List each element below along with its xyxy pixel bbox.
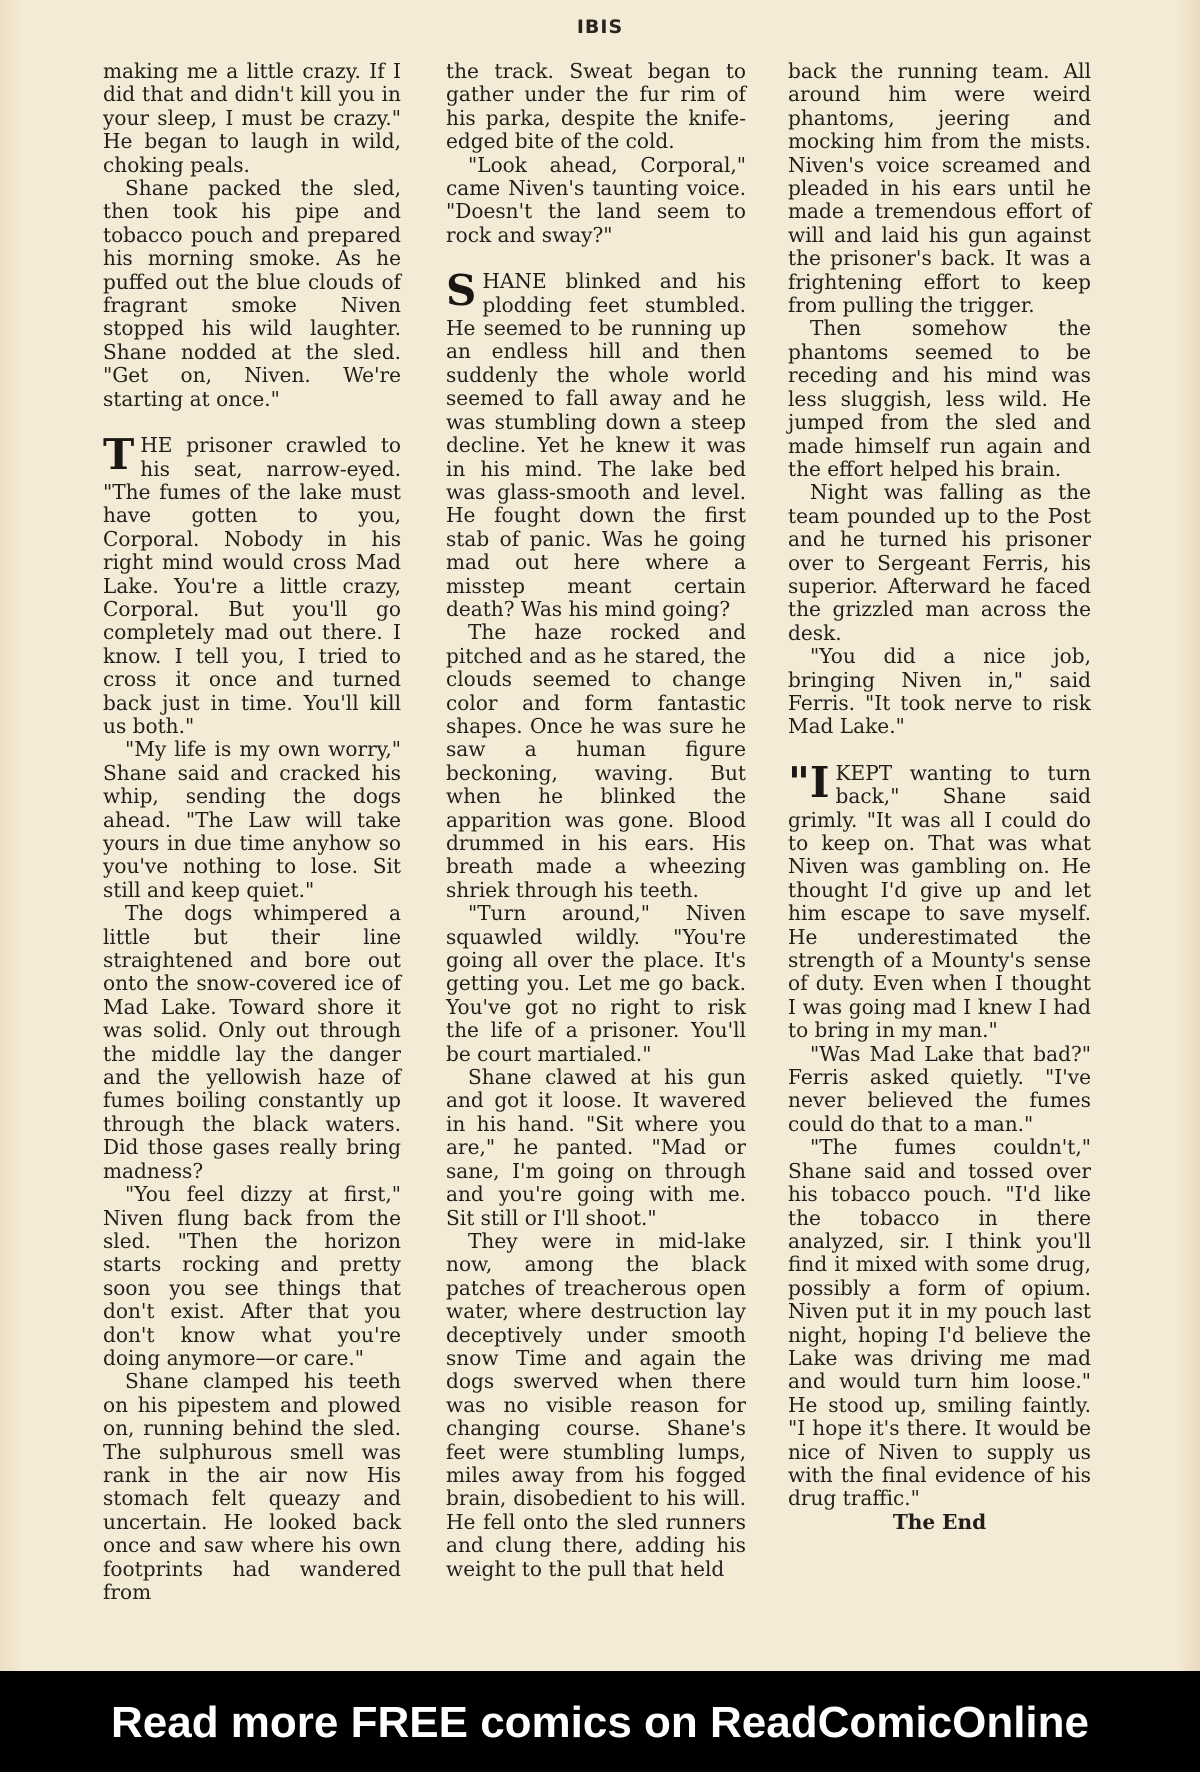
promo-banner xyxy=(0,1671,1200,1772)
paragraph: Shane clawed at his gun and got it loose. It wavered in his hand. "Sit where you are," he panted. "Mad or sane, I'm going on through and you're going with me. Sit still or I'll shoot." xyxy=(446,1065,746,1230)
page-header: IBIS xyxy=(576,16,624,38)
paragraph: Night was falling as the team pounded up to the Post and he turned his prisoner over to Sergeant Ferris, his superior. Afterward he faced the grizzled man across the desk. xyxy=(788,480,1091,645)
paragraph: "Was Mad Lake that bad?" Ferris asked quietly. "I've never believed the fumes could do that to a man." xyxy=(788,1041,1091,1136)
paragraph: back the running team. All around him were weird phantoms, jeering and mocking him from the mists. Niven's voice screamed and pleaded in his ears until he made a tremendous effort of will and laid his gun against the prisoner's back. It was a frightening effort to keep from pulling the trigger. xyxy=(788,59,1091,318)
paragraph-with-dropcap xyxy=(446,266,746,621)
paragraph: "You feel dizzy at first," Niven flung back from the sled. "Then the horizon starts rocking and pretty soon you see things that don't exist. After that you don't know what you're doing anymore—or care." xyxy=(103,1182,401,1370)
paragraph: Then somehow the phantoms seemed to be receding and his mind was less sluggish, less wild. He jumped from the sled and made himself run again and the effort helped his brain. xyxy=(788,316,1091,481)
paragraph-with-dropcap xyxy=(103,430,401,738)
paragraph: "Turn around," Niven squawled wildly. "You're going all over the place. It's getting you. Let me go back. You've got no right to risk the life of a prisoner. You'll be court martialed." xyxy=(446,901,746,1066)
paragraph: "You did a nice job, bringing Niven in," said Ferris. "It took nerve to risk Mad Lake." xyxy=(788,644,1091,739)
paragraph: "My life is my own worry," Shane said and cracked his whip, sending the dogs ahead. "The Law will take yours in due time anyhow so you've nothing to lose. Sit still and keep quiet." xyxy=(103,737,401,902)
text-column-1 xyxy=(103,59,401,1604)
paragraph: Shane clamped his teeth on his pipestem and plowed on, running behind the sled. The sulphurous smell was rank in the air now His stomach felt queazy and uncertain. He looked back once and saw where his own footprints had wandered from xyxy=(103,1369,401,1604)
paragraph-text: KEPT wanting to turn back," Shane said grimly. "It was all I could do to keep on. That was what Niven was gambling on. He thought I'd give up and let him escape to save myself. He underestimated the strength of a Mounty's sense of duty. Even when I thought I was going mad I knew I had to bring in my man." xyxy=(788,760,1091,1043)
paragraph: the track. Sweat began to gather under the fur rim of his parka, despite the knife-edged bite of the cold. xyxy=(446,59,746,154)
drop-cap: S xyxy=(446,266,477,316)
story-end-label: The End xyxy=(892,1509,987,1534)
paragraph: "Look ahead, Corporal," came Niven's taunting voice. "Doesn't the land seem to rock and sway?" xyxy=(446,152,746,247)
paragraph-text: HANE blinked and his plodding feet stumbled. He seemed to be running up an endless hill and then suddenly the whole world seemed to fall away and he was stumbling down a steep decline. Yet he knew it was in his mind. The lake bed was glass-smooth and level. He fought down the first stab of panic. Was he going mad out here where a misstep meant certain death? Was his mind going? xyxy=(446,269,746,621)
promo-banner-text: Read more FREE comics on ReadComicOnline xyxy=(110,1698,1089,1747)
paragraph: The haze rocked and pitched and as he stared, the clouds seemed to change color and form fantastic shapes. Once he was sure he saw a human figure beckoning, waving. But when he blinked the apparition was gone. Blood drummed in his ears. His breath made a wheezing shriek through his teeth. xyxy=(446,620,746,902)
paragraph: making me a little crazy. If I did that and didn't kill you in your sleep, I must be crazy." He began to laugh in wild, choking peals. xyxy=(103,59,401,177)
paragraph: The dogs whimpered a little but their line straightened and bore out onto the snow-covered ice of Mad Lake. Toward shore it was solid. Only out through the middle lay the danger and the yellowish haze of fumes boiling constantly up through the black waters. Did those gases really bring madness? xyxy=(103,901,401,1183)
text-column-2 xyxy=(446,60,746,1590)
paragraph: They were in mid-lake now, among the black patches of treacherous open water, where destruction lay deceptively under smooth snow Time and again the dogs swerved when there was no visible reason for changing course. Shane's feet were stumbling lumps, miles away from his fogged brain, disobedient to his will. He fell onto the sled runners and clung there, adding his weight to the pull that held xyxy=(446,1228,746,1581)
paragraph-text: HE prisoner crawled to his seat, narrow-eyed. "The fumes of the lake must have gotten to you, Corporal. Nobody in his right mind would cross Mad Lake. You're a little crazy, Corporal. But you'll go completely mad out there. I know. I tell you, I tried to cross it once and turned back just in time. You'll kill us both." xyxy=(103,433,401,738)
drop-cap: "I xyxy=(788,757,830,807)
text-column-3 xyxy=(788,60,1091,1590)
paragraph: "The fumes couldn't," Shane said and tossed over his tobacco pouch. "I'd like the tobacco in there analyzed, sir. I think you'll find it mixed with some drug, possibly a form of opium. Niven put it in my pouch last night, hoping I'd believe the Lake was driving me mad and would turn him loose." He stood up, smiling faintly. "I hope it's there. It would be nice of Niven to supply us with the final evidence of his drug traffic." xyxy=(788,1135,1091,1511)
drop-cap: T xyxy=(103,430,135,480)
paragraph-with-dropcap xyxy=(788,757,1091,1043)
paragraph: Shane packed the sled, then took his pipe and tobacco pouch and prepared his morning smoke. As he puffed out the blue clouds of fragrant smoke Niven stopped his wild laughter. Shane nodded at the sled. "Get on, Niven. We're starting at once." xyxy=(103,176,401,411)
